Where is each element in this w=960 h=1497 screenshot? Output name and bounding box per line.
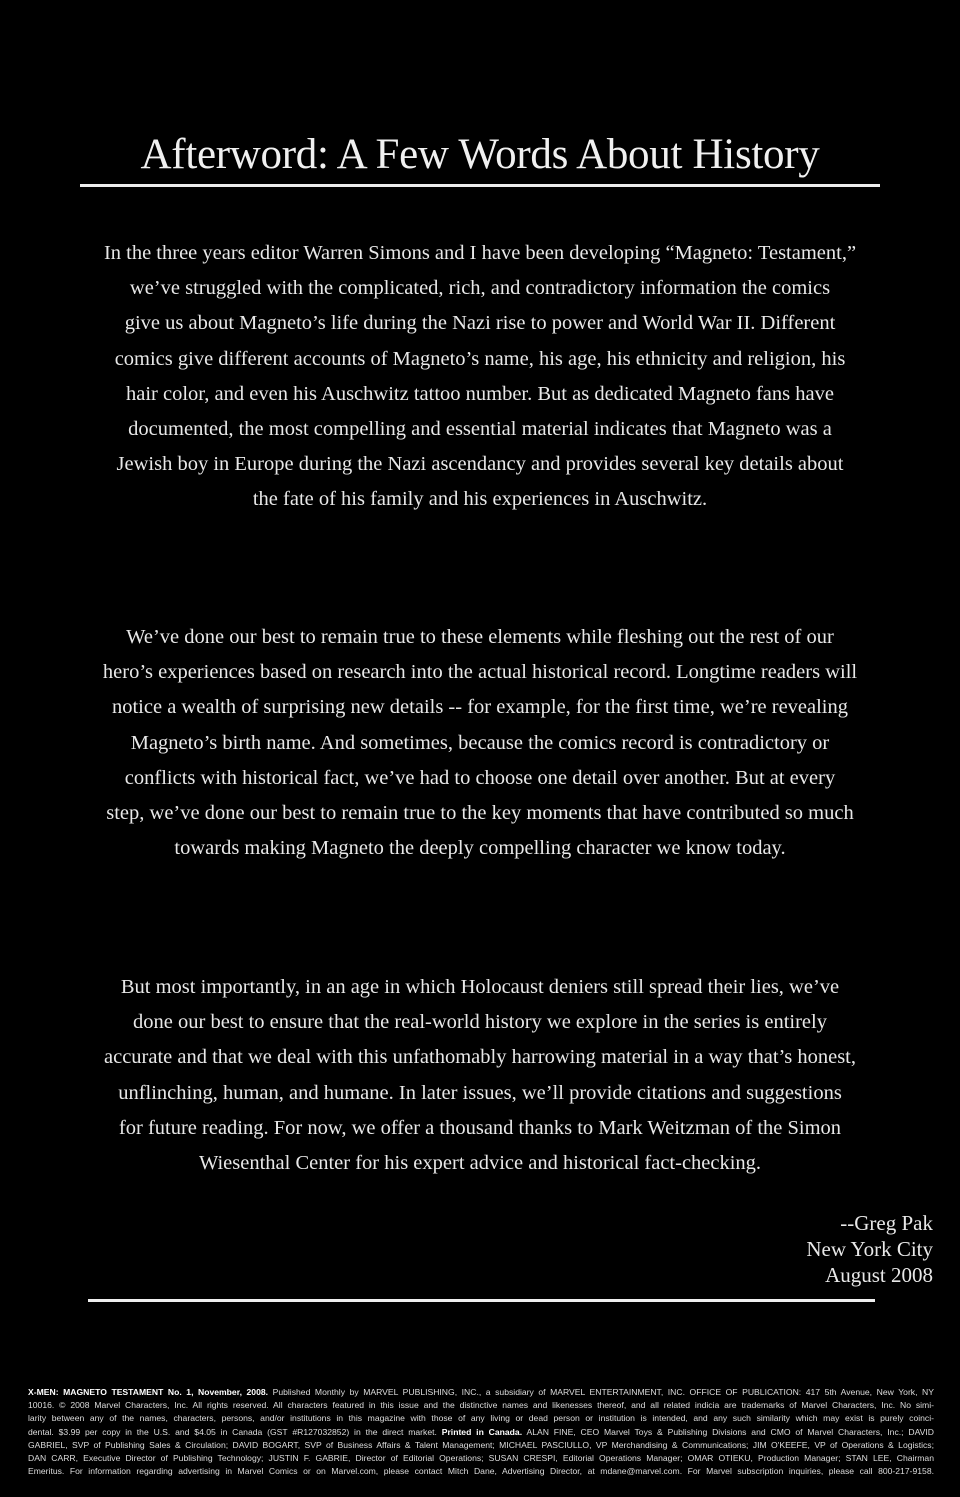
text-line: But most importantly, in an age in which Holocaust deniers still spread their lies, we’ve xyxy=(120,976,840,998)
indicia-fine-print xyxy=(28,1386,934,1478)
fine-print-line: 10016. © 2008 Marvel Characters, Inc. All rights reserved. All characters featured in this issue and the distinctive names and likenesses thereof, and all related indicia are trademarks of Marvel Characters, Inc. No simi- xyxy=(28,1400,934,1411)
paragraph-2 xyxy=(0,620,960,866)
title-underline xyxy=(80,184,880,187)
text-line: for future reading. For now, we offer a thousand thanks to Mark Weitzman of the Simon xyxy=(118,1116,842,1139)
text-line: Magneto’s birth name. And sometimes, because the comics record is contradictory or xyxy=(130,731,830,754)
text-line: unflinching, human, and humane. In later issues, we’ll provide citations and suggestions xyxy=(118,1081,842,1104)
fine-print-line: X-MEN: MAGNETO TESTAMENT No. 1, November, 2008. Published Monthly by MARVEL PUBLISHING, INC., a subsidiary of MARVEL ENTERTAINMENT, INC. OFFICE OF PUBLICATION: 417 5th Avenue, New York, NY xyxy=(28,1387,934,1397)
fine-print-line: Emeritus. For information regarding advertising in Marvel Comics or on Marvel.com, please contact Mitch Dane, Advertising Director, at mdane@marvel.com. For Marvel subscription inquiries, please call 800-217-9158. xyxy=(28,1466,934,1477)
text-line: towards making Magneto the deeply compelling character we know today. xyxy=(174,837,786,860)
text-line: the fate of his family and his experiences in Auschwitz. xyxy=(252,488,708,511)
text-line: In the three years editor Warren Simons and I have been developing “Magneto: Testament,” xyxy=(103,242,857,264)
fine-print-line: dental. $3.99 per copy in the U.S. and $4.05 in Canada (GST #R127032852) in the direct market. Printed in Canada. ALAN FINE, CEO Marvel Toys & Publishing Divisions and CMO of Marvel Characters, Inc.; DAVID xyxy=(28,1426,934,1437)
fine-print-line: larity between any of the names, characters, persons, and/or institutions in this magazine with those of any living or dead person or institution is intended, and any such similarity which may exist is purely coinci- xyxy=(28,1413,934,1424)
text-line: step, we’ve done our best to remain true to the key moments that have contributed so much xyxy=(106,801,854,824)
text-line: give us about Magneto’s life during the Nazi rise to power and World War II. Different xyxy=(124,312,836,335)
page-title: Afterword: A Few Words About History xyxy=(140,131,820,178)
paragraph-3 xyxy=(0,970,960,1181)
text-line: hero’s experiences based on research into the actual historical record. Longtime readers will xyxy=(102,661,858,684)
text-line: comics give different accounts of Magneto’s name, his age, his ethnicity and religion, his xyxy=(114,347,846,370)
signature xyxy=(806,1210,933,1288)
text-line: We’ve done our best to remain true to these elements while fleshing out the rest of our xyxy=(126,626,834,648)
fine-print-line: GABRIEL, SVP of Publishing Sales & Circulation; DAVID BOGART, SVP of Business Affairs & Talent Management; MICHAEL PASCIULLO, VP Merchandising & Communications; JIM O'KEEFE, VP of Operations & Logistics; xyxy=(28,1439,934,1450)
text-line: we’ve struggled with the complicated, rich, and contradictory information the comics xyxy=(129,277,831,300)
text-line: accurate and that we deal with this unfathomably harrowing material in a way that’s honest, xyxy=(104,1046,856,1069)
text-line: done our best to ensure that the real-world history we explore in the series is entirely xyxy=(133,1011,827,1034)
signature-place: New York City xyxy=(806,1237,933,1261)
text-line: notice a wealth of surprising new details -- for example, for the first time, we’re revealing xyxy=(111,696,849,719)
paragraph-1 xyxy=(0,236,960,518)
signature-date: August 2008 xyxy=(825,1263,933,1287)
text-line: Wiesenthal Center for his expert advice and historical fact-checking. xyxy=(198,1151,762,1174)
text-line: hair color, and even his Auschwitz tattoo number. But as dedicated Magneto fans have xyxy=(126,382,834,405)
divider xyxy=(88,1299,875,1302)
fine-print-line: DAN CARR, Executive Director of Publishing Technology; JUSTIN F. GABRIE, Director of Editorial Operations; SUSAN CRESPI, Editorial Operations Manager; OMAR OTIEKU, Production Manager; STAN LEE, Chairman xyxy=(28,1452,934,1463)
signature-author: --Greg Pak xyxy=(840,1211,933,1235)
text-line: documented, the most compelling and essential material indicates that Magneto was a xyxy=(128,417,832,440)
text-line: Jewish boy in Europe during the Nazi ascendancy and provides several key details about xyxy=(116,453,844,476)
text-line: conflicts with historical fact, we’ve had to choose one detail over another. But at every xyxy=(124,766,836,789)
